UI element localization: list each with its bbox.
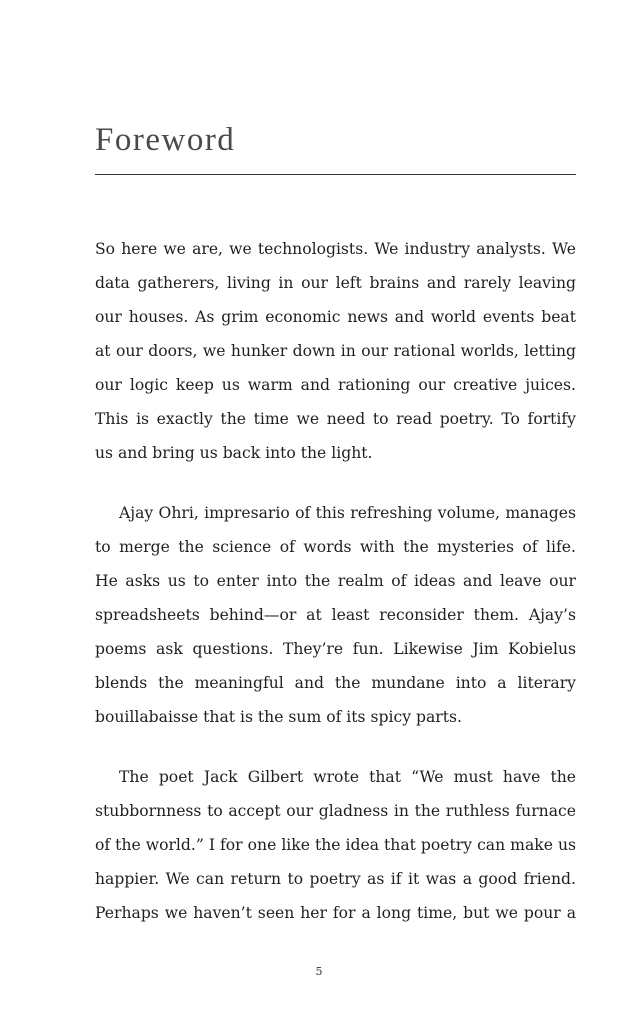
paragraph-1 [95, 232, 576, 470]
text-line: blends the meaningful and the mundane into a literary [95, 674, 576, 692]
text-line: Ajay Ohri, impresario of this refreshing volume, manages [119, 504, 576, 522]
text-line: The poet Jack Gilbert wrote that “We must have the [119, 768, 576, 786]
text-line: of the world.” I for one like the idea that poetry can make us [95, 836, 576, 854]
text-line: to merge the science of words with the mysteries of life. [95, 538, 576, 556]
paragraph-3 [95, 760, 576, 930]
body-text [95, 232, 576, 956]
text-line: This is exactly the time we need to read poetry. To fortify [95, 410, 576, 428]
text-line: bouillabaisse that is the sum of its spicy parts. [95, 708, 462, 726]
text-line: spreadsheets behind—or at least reconsider them. Ajay’s [95, 606, 576, 624]
text-line: So here we are, we technologists. We industry analysts. We [95, 240, 576, 258]
text-line: stubbornness to accept our gladness in the ruthless furnace [95, 802, 576, 820]
title-rule [95, 174, 576, 175]
text-line: at our doors, we hunker down in our rational worlds, letting [95, 342, 576, 360]
text-line: happier. We can return to poetry as if it was a good friend. [95, 870, 576, 888]
paragraph-2 [95, 496, 576, 734]
text-line: Perhaps we haven’t seen her for a long time, but we pour a [95, 904, 576, 922]
text-line: poems ask questions. They’re fun. Likewise Jim Kobielus [95, 640, 576, 658]
text-line: our logic keep us warm and rationing our creative juices. [95, 376, 576, 394]
text-line: data gatherers, living in our left brains and rarely leaving [95, 274, 576, 292]
text-line: He asks us to enter into the realm of ideas and leave our [95, 572, 576, 590]
page-number: 5 [315, 965, 323, 978]
chapter-title: Foreword [95, 122, 236, 158]
text-line: us and bring us back into the light. [95, 444, 373, 462]
text-line: our houses. As grim economic news and world events beat [95, 308, 576, 326]
